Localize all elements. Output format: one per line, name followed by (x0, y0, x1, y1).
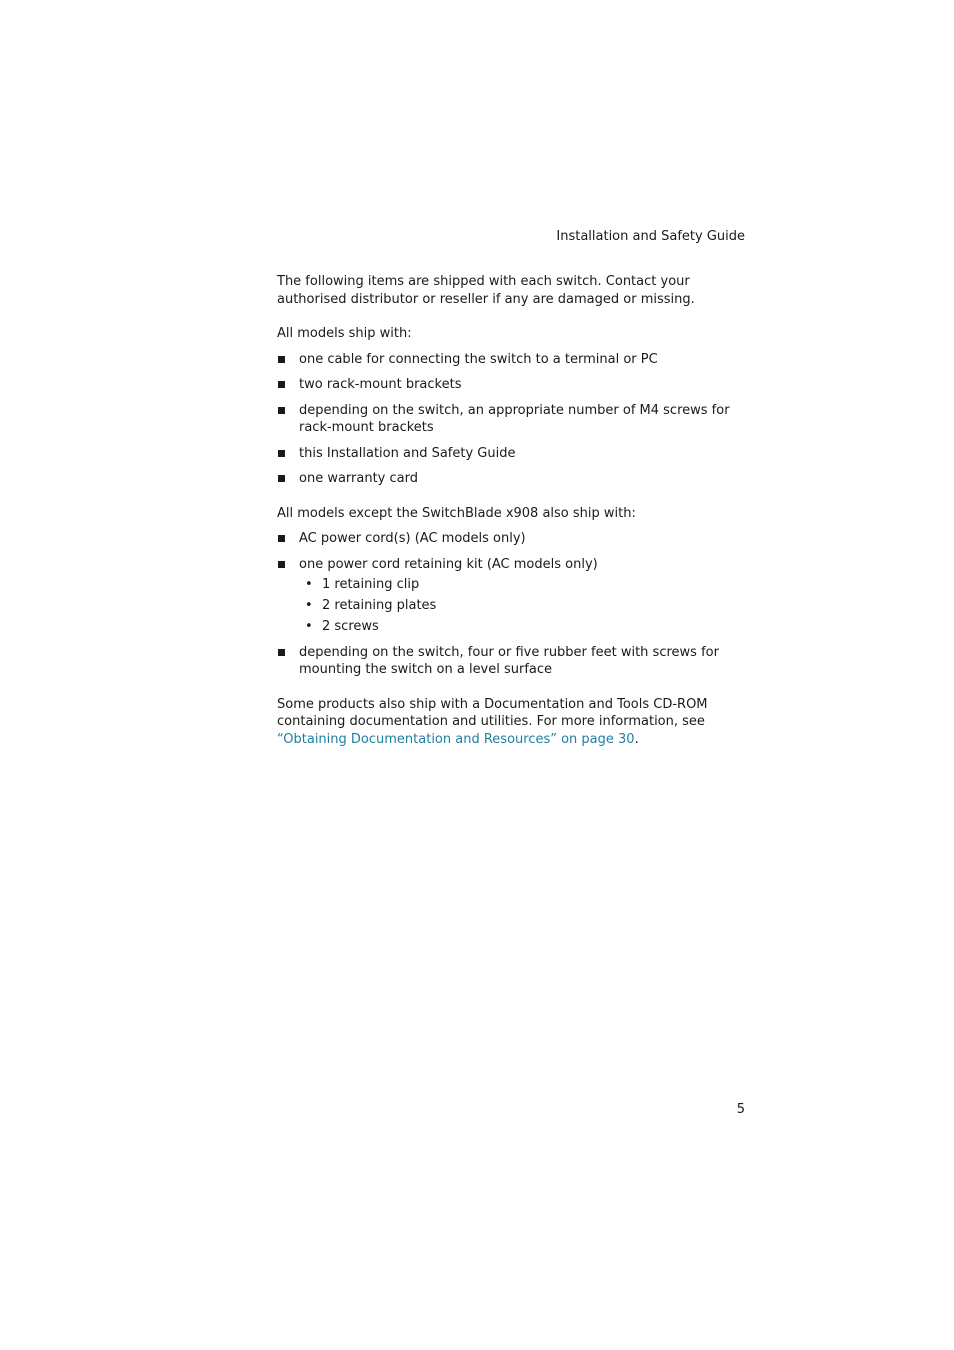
list-item-text: one power cord retaining kit (AC models only) (299, 556, 598, 572)
square-bullet-icon (278, 475, 285, 482)
list-item-text: two rack-mount brackets (299, 377, 462, 392)
page-number: 5 (736, 1102, 745, 1117)
documentation-resources-link[interactable]: “Obtaining Documentation and Resources” on page 30 (277, 731, 635, 747)
all-models-lead: All models ship with: (277, 326, 412, 341)
list-item (277, 644, 745, 679)
sublist-item (299, 618, 745, 636)
square-bullet-icon (278, 407, 285, 414)
list-item (277, 445, 745, 463)
sublist-item-text: 2 retaining plates (322, 598, 437, 613)
square-bullet-icon (278, 450, 285, 457)
sublist-item-text: 2 screws (322, 619, 379, 634)
list-item (277, 351, 745, 369)
closing-text: Some products also ship with a Documentation and Tools CD-ROM containing documentation and utilities. For more information, see (277, 696, 708, 729)
dot-bullet-icon: • (305, 619, 313, 634)
retaining-kit-sublist (299, 576, 745, 636)
square-bullet-icon (278, 356, 285, 363)
list-item (277, 402, 745, 437)
sublist-item-text: 1 retaining clip (322, 577, 420, 592)
list-item-text: one cable for connecting the switch to a terminal or PC (299, 351, 658, 367)
list-item-text: this Installation and Safety Guide (299, 445, 516, 461)
square-bullet-icon (278, 649, 285, 656)
sublist-item (299, 576, 745, 594)
list-item-text: depending on the switch, an appropriate number of M4 screws for rack-mount brackets (299, 402, 730, 435)
page-content (277, 273, 745, 748)
square-bullet-icon (278, 381, 285, 388)
closing-end: . (634, 731, 639, 747)
list-item-text: AC power cord(s) (AC models only) (299, 531, 526, 546)
all-models-list (277, 351, 745, 488)
square-bullet-icon (278, 561, 285, 568)
sublist-item (299, 597, 745, 615)
dot-bullet-icon: • (305, 577, 313, 592)
list-item-text: one warranty card (299, 471, 418, 486)
list-item (277, 470, 745, 488)
square-bullet-icon (278, 535, 285, 542)
running-header: Installation and Safety Guide (556, 229, 745, 244)
list-item (277, 556, 745, 636)
except-models-lead: All models except the SwitchBlade x908 also ship with: (277, 505, 636, 521)
list-item-text: depending on the switch, four or five rubber feet with screws for mounting the switch on a level surface (299, 644, 719, 677)
except-models-list (277, 530, 745, 679)
list-item (277, 376, 745, 394)
dot-bullet-icon: • (305, 598, 313, 613)
closing-paragraph (277, 696, 745, 749)
intro-paragraph: The following items are shipped with each switch. Contact your authorised distributor or reseller if any are damaged or missing. (277, 274, 695, 307)
list-item (277, 530, 745, 548)
